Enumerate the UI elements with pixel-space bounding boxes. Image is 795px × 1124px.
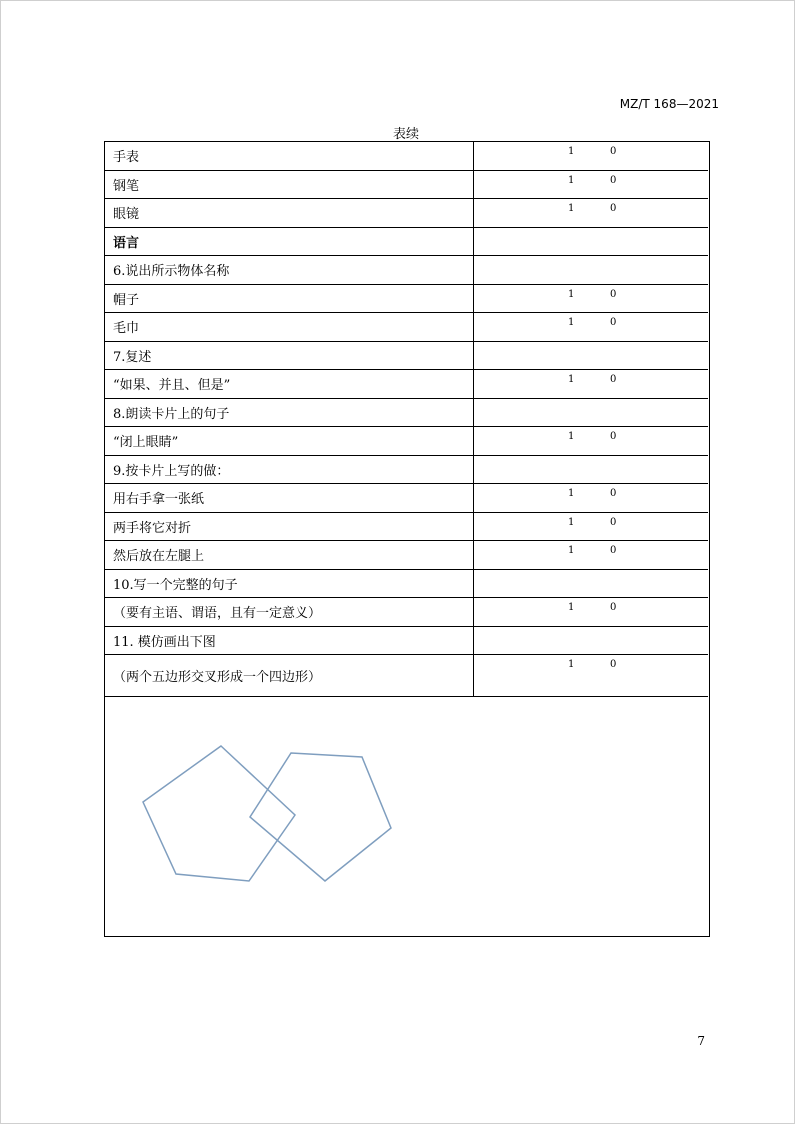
score-zero: 0 xyxy=(610,288,617,300)
table-row xyxy=(105,655,708,697)
table-row xyxy=(105,513,708,542)
score-cell xyxy=(474,399,708,427)
page-number: 7 xyxy=(697,1034,705,1048)
score-cell xyxy=(474,570,708,598)
score-cell xyxy=(474,513,708,541)
table-row xyxy=(105,627,708,656)
score-cell xyxy=(474,199,708,227)
score-cell xyxy=(474,484,708,512)
table-row xyxy=(105,228,708,257)
item-label-cell: 用右手拿一张纸 xyxy=(105,484,474,512)
score-zero: 0 xyxy=(610,174,617,186)
document-code: MZ/T 168—2021 xyxy=(619,97,719,111)
score-cell xyxy=(474,655,708,696)
table-row xyxy=(105,171,708,200)
score-cell xyxy=(474,171,708,199)
score-one: 1 xyxy=(568,146,575,157)
item-label-cell: 然后放在左腿上 xyxy=(105,541,474,569)
score-zero: 0 xyxy=(610,545,617,556)
pentagon-left xyxy=(143,746,295,881)
item-label-cell: 11. 模仿画出下图 xyxy=(105,627,474,655)
score-one: 1 xyxy=(568,659,575,670)
table-caption: 表续 xyxy=(392,127,419,142)
item-label-cell: 毛巾 xyxy=(105,313,474,341)
score-zero: 0 xyxy=(610,203,617,214)
score-cell xyxy=(474,142,708,170)
score-cell xyxy=(474,342,708,370)
item-label-cell: 两手将它对折 xyxy=(105,513,474,541)
score-one: 1 xyxy=(568,317,575,328)
score-zero: 0 xyxy=(610,431,617,442)
score-one: 1 xyxy=(568,545,575,556)
score-zero: 0 xyxy=(610,146,617,157)
item-label-cell: 眼镜 xyxy=(105,199,474,227)
score-cell xyxy=(474,228,708,256)
score-cell xyxy=(474,627,708,655)
item-label-cell: “闭上眼睛” xyxy=(105,427,474,455)
score-one: 1 xyxy=(568,174,575,186)
table-row xyxy=(105,399,708,428)
score-one: 1 xyxy=(568,488,575,499)
assessment-table xyxy=(104,141,710,937)
score-zero: 0 xyxy=(610,374,617,385)
item-label-cell: 手表 xyxy=(105,142,474,170)
item-label-cell: 帽子 xyxy=(105,285,474,313)
item-label-cell: （要有主语、谓语，且有一定意义） xyxy=(105,598,474,626)
item-label-cell: 钢笔 xyxy=(105,171,474,199)
score-cell xyxy=(474,427,708,455)
table-row xyxy=(105,598,708,627)
item-label-cell: 7.复述 xyxy=(105,342,474,370)
item-label-cell: （两个五边形交叉形成一个四边形） xyxy=(105,655,474,696)
score-cell xyxy=(474,285,708,313)
score-one: 1 xyxy=(568,288,575,300)
item-label-cell: 8.朗读卡片上的句子 xyxy=(105,399,474,427)
score-one: 1 xyxy=(568,602,575,613)
table-row xyxy=(105,285,708,314)
table-row xyxy=(105,456,708,485)
score-zero: 0 xyxy=(610,317,617,328)
score-zero: 0 xyxy=(610,602,617,613)
pentagon-right xyxy=(250,753,391,881)
pentagon-drawing-area xyxy=(105,697,708,935)
item-label-cell: 10.写一个完整的句子 xyxy=(105,570,474,598)
score-one: 1 xyxy=(568,203,575,214)
score-zero: 0 xyxy=(610,488,617,499)
score-zero: 0 xyxy=(610,516,617,528)
table-row xyxy=(105,313,708,342)
item-label-cell: “如果、并且、但是” xyxy=(105,370,474,398)
score-cell xyxy=(474,598,708,626)
section-heading-cell: 语言 xyxy=(105,228,474,256)
score-one: 1 xyxy=(568,374,575,385)
table-row xyxy=(105,342,708,371)
table-row xyxy=(105,256,708,285)
intersecting-pentagons-figure xyxy=(105,697,708,935)
table-row xyxy=(105,199,708,228)
score-cell xyxy=(474,256,708,284)
score-cell xyxy=(474,313,708,341)
item-label-cell: 9.按卡片上写的做： xyxy=(105,456,474,484)
table-row xyxy=(105,142,708,171)
score-cell xyxy=(474,370,708,398)
score-cell xyxy=(474,541,708,569)
item-label-cell: 6.说出所示物体名称 xyxy=(105,256,474,284)
table-row xyxy=(105,484,708,513)
table-row xyxy=(105,570,708,599)
score-one: 1 xyxy=(568,516,575,528)
table-row xyxy=(105,427,708,456)
score-one: 1 xyxy=(568,431,575,442)
score-zero: 0 xyxy=(610,659,617,670)
score-cell xyxy=(474,456,708,484)
table-row xyxy=(105,370,708,399)
table-row xyxy=(105,541,708,570)
